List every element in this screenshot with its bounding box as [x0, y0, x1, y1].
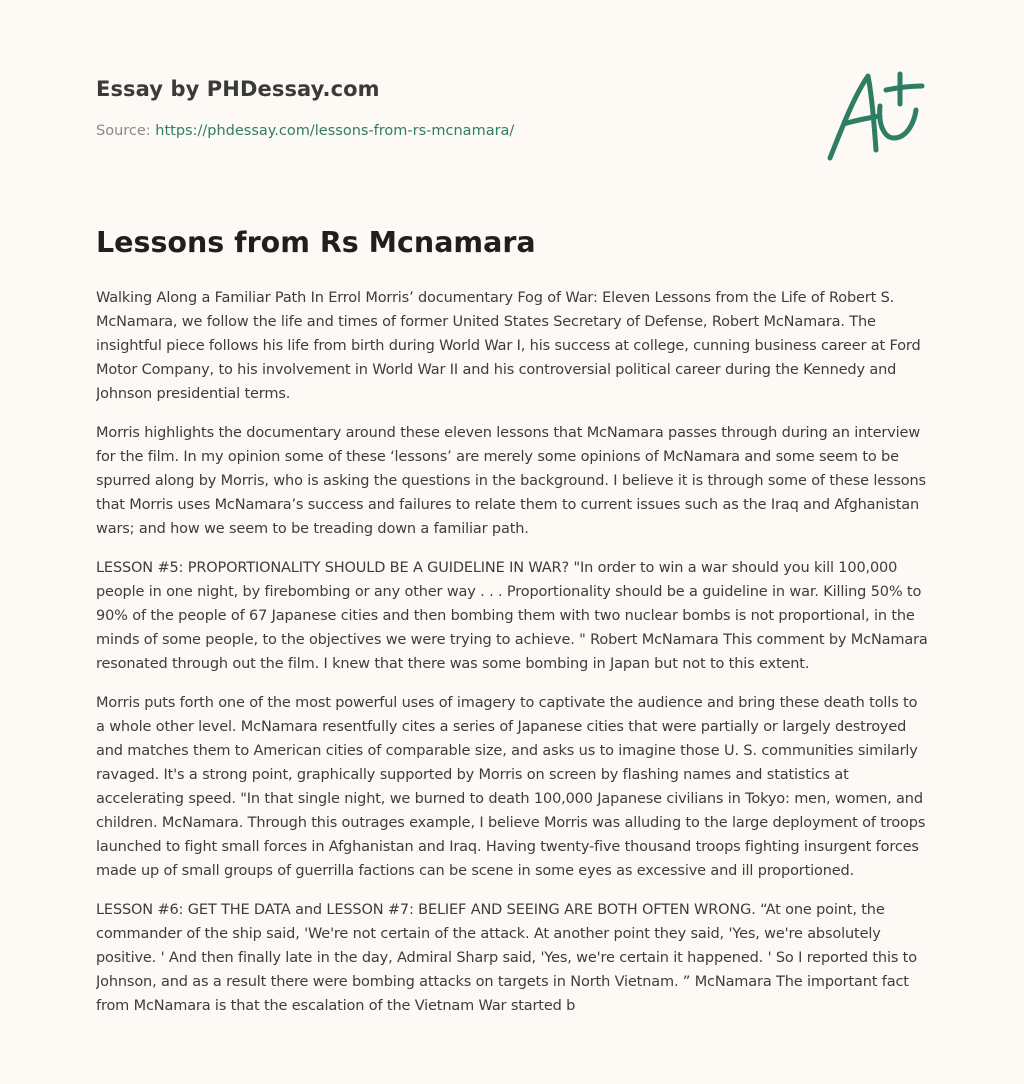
essay-paragraph: Walking Along a Familiar Path In Errol Morris’ documentary Fog of War: Eleven Lessons from the Life of Robert S. McNamara, we follow the life and times of former United States Secretary of Defense, Robert McNamara. The insightful piece follows his life from birth during World War I, his success at college, cunning business career at Ford Motor Company, to his involvement in World War II and his controversial political career during the Kennedy and Johnson presidential terms.: [96, 290, 921, 402]
source-line: [96, 123, 514, 139]
essay-body: [96, 286, 930, 1066]
essay-paragraph: LESSON #5: PROPORTIONALITY SHOULD BE A GUIDELINE IN WAR? "In order to win a war should you kill 100,000 people in one night, by firebombing or any other way . . . Proportionality should be a guideline in war. Killing 50% to 90% of the people of 67 Japanese cities and then bombing them with two nuclear bombs is not proportional, in the minds of some people, to the objectives we were trying to achieve. " Robert McNamara This comment by McNamara resonated through out the film. I knew that there was some bombing in Japan but not to this extent.: [96, 560, 928, 672]
brand-title: Essay by PHDessay.com: [96, 77, 380, 101]
source-label: Source:: [96, 123, 151, 139]
essay-paragraph: Morris highlights the documentary around these eleven lessons that McNamara passes through during an interview for the film. In my opinion some of these ‘lessons’ are merely some opinions of McNamara and some seem to be spurred along by Morris, who is asking the questions in the background. I believe it is through some of these lessons that Morris uses McNamara’s success and failures to relate them to current issues such as the Iraq and Afghanistan wars; and how we seem to be treading down a familiar path.: [96, 425, 926, 537]
page-header: [96, 0, 928, 200]
a-plus-logo-icon: [824, 66, 928, 166]
source-link[interactable]: https://phdessay.com/lessons-from-rs-mcnamara/: [155, 123, 515, 139]
page-title: Lessons from Rs Mcnamara: [96, 226, 536, 259]
essay-paragraph: Morris puts forth one of the most powerful uses of imagery to captivate the audience and bring these death tolls to a whole other level. McNamara resentfully cites a series of Japanese cities that were partially or largely destroyed and matches them to American cities of comparable size, and asks us to imagine those U. S. communities similarly ravaged. It's a strong point, graphically supported by Morris on screen by flashing names and statistics at accelerating speed. "In that single night, we burned to death 100,000 Japanese civilians in Tokyo: men, women, and children. McNamara. Through this outrages example, I believe Morris was alluding to the large deployment of troops launched to fight small forces in Afghanistan and Iraq. Having twenty-five thousand troops fighting insurgent forces made up of small groups of guerrilla factions can be scene in some eyes as excessive and ill proportioned.: [96, 695, 926, 879]
a-plus-logo: [824, 66, 928, 166]
essay-paragraph: LESSON #6: GET THE DATA and LESSON #7: BELIEF AND SEEING ARE BOTH OFTEN WRONG. “At one point, the commander of the ship said, 'We're not certain of the attack. At another point they said, 'Yes, we're absolutely positive. ' And then finally late in the day, Admiral Sharp said, 'Yes, we're certain it happened. ' So I reported this to Johnson, and as a result there were bombing attacks on targets in North Vietnam. ” McNamara The important fact from McNamara is that the escalation of the Vietnam War started b: [96, 902, 917, 1014]
